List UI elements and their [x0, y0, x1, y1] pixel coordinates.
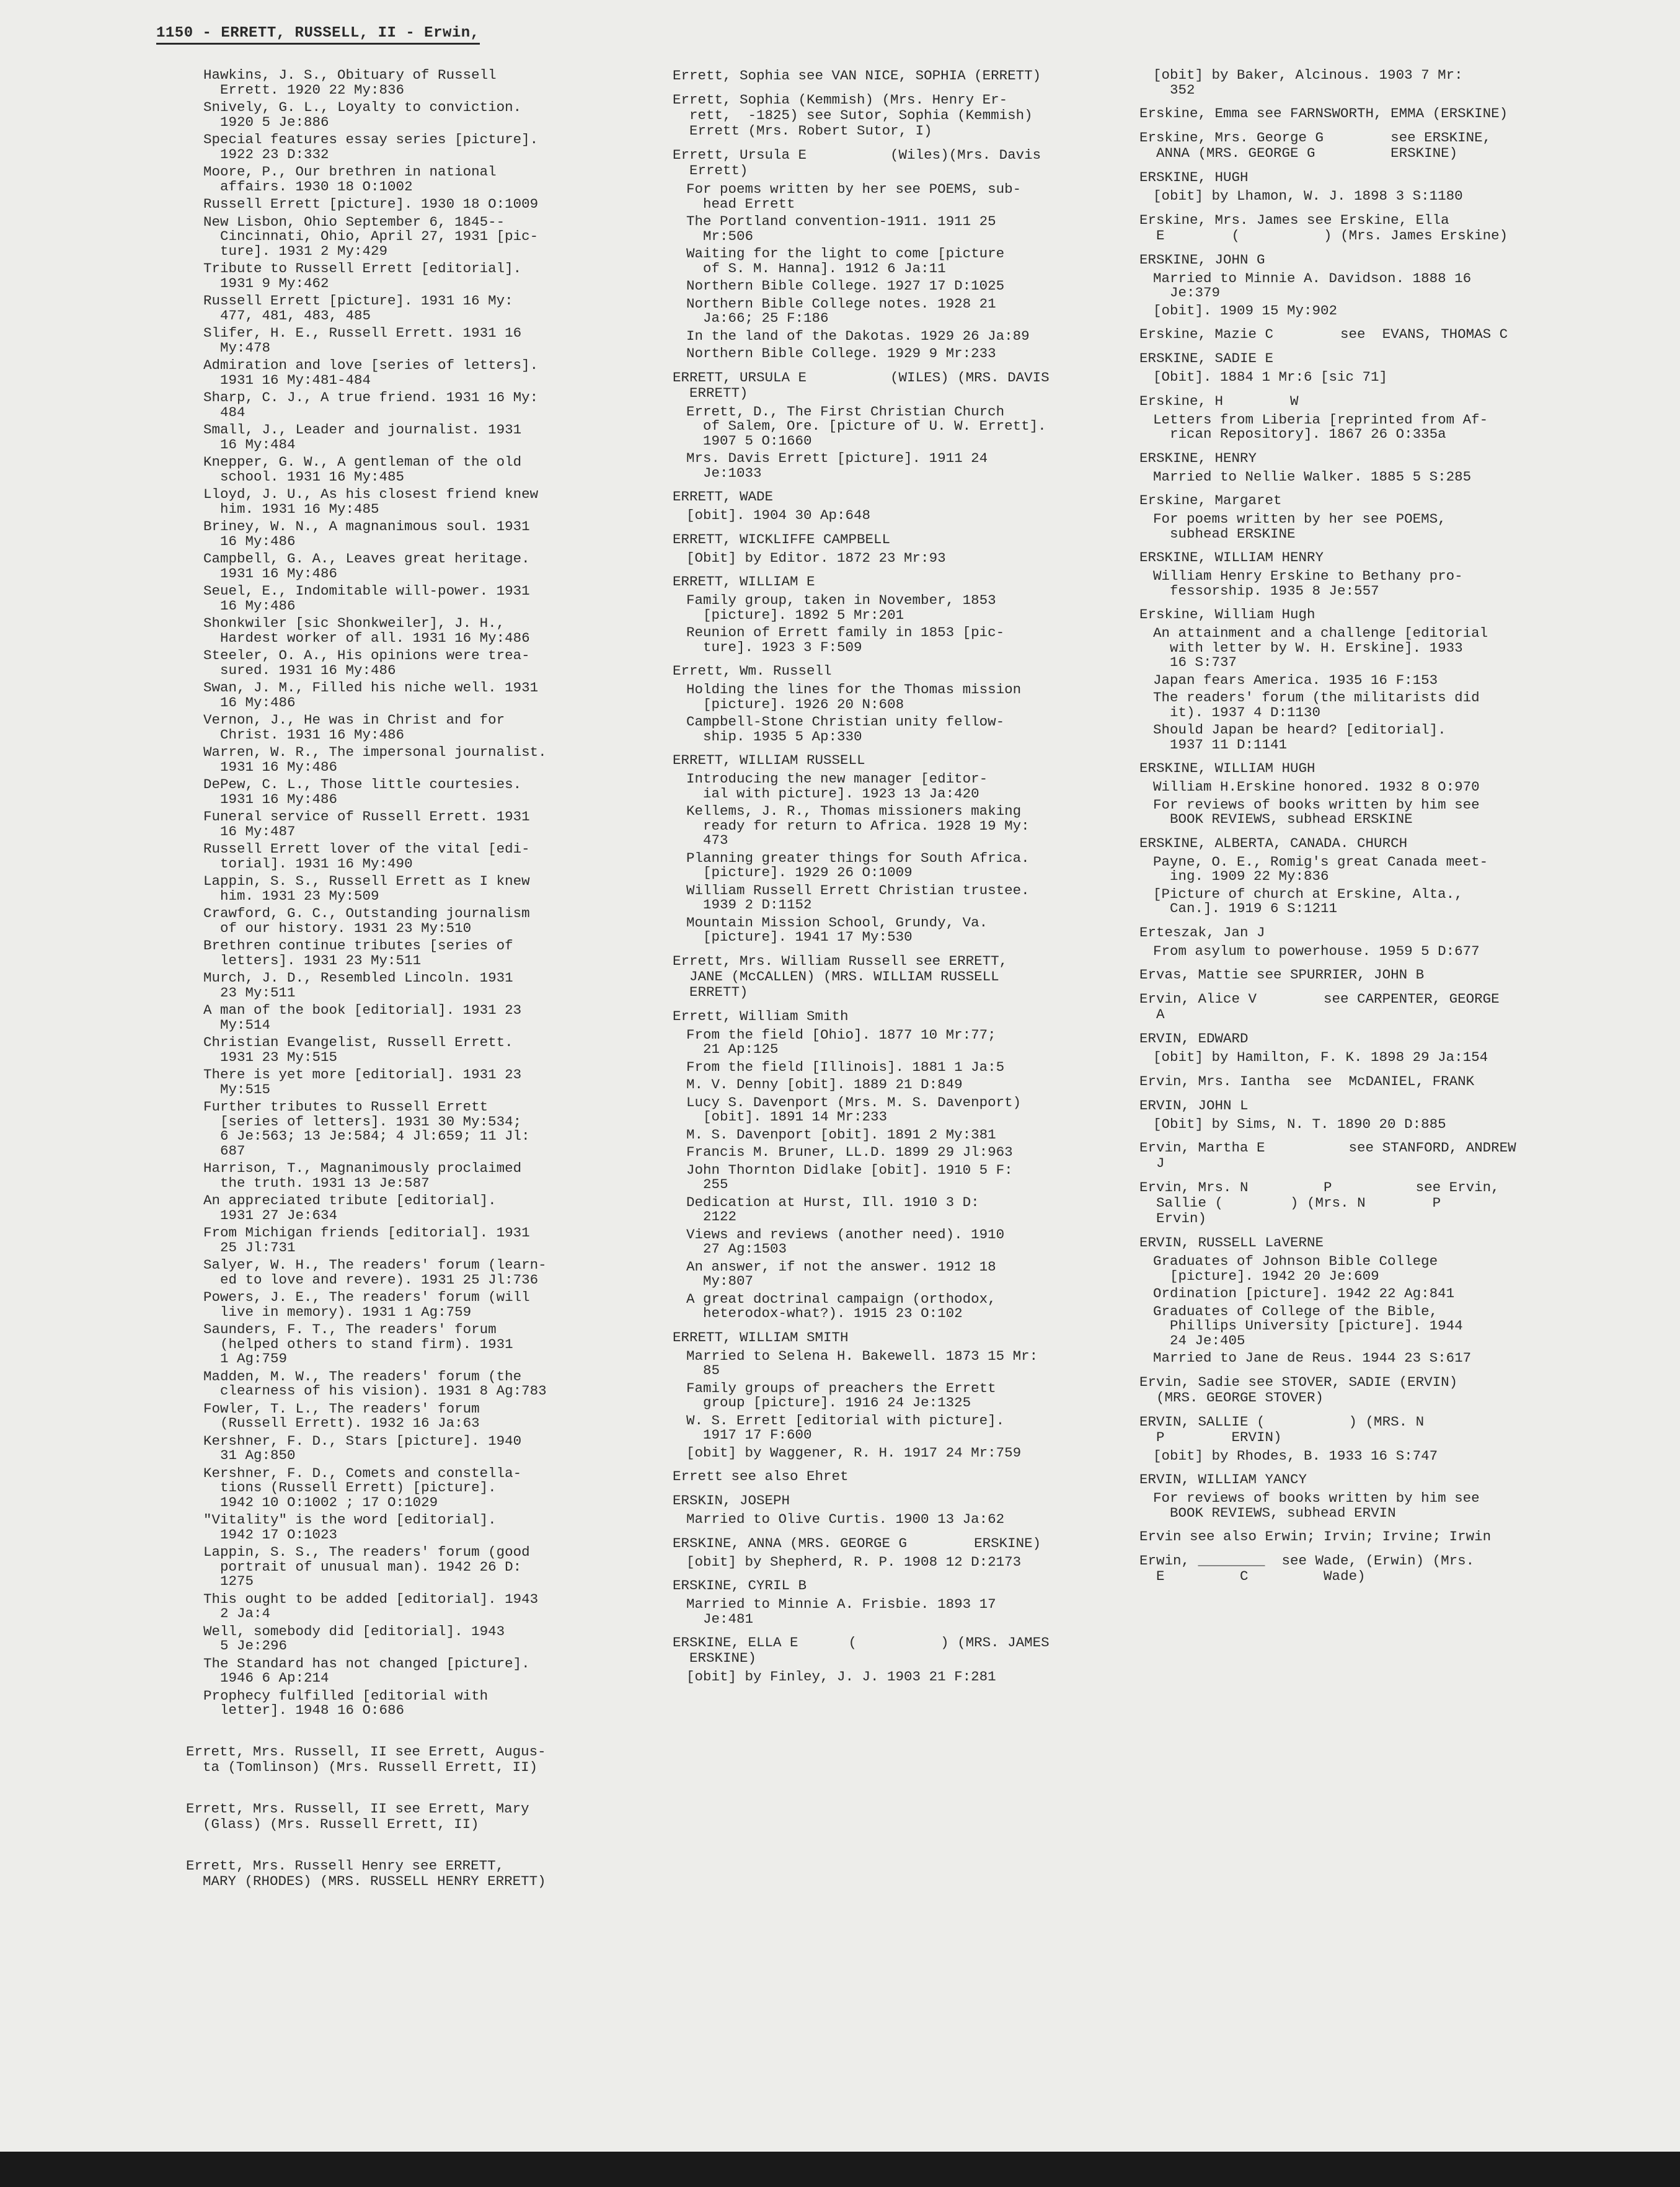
entry-heading: ERSKINE, SADIE E — [1139, 350, 1274, 366]
index-entry — [1139, 252, 1601, 319]
column-3 — [1139, 68, 1601, 1593]
citation-line: [obit] by Waggener, R. H. 1917 24 Mr:759 — [686, 1444, 1022, 1461]
index-entry — [673, 489, 1119, 523]
citation-line: For reviews of books written by him see BOOK REVIEWS, subhead ERVIN — [1153, 1490, 1480, 1521]
citation-line: John Thornton Didlake [obit]. 1910 5 F: 255 — [686, 1161, 1013, 1192]
entry-heading: ERRETT, WADE — [673, 489, 774, 505]
citation-line: Married to Selena H. Bakewell. 1873 15 Mr: 85 — [686, 1347, 1038, 1378]
index-entry — [1139, 550, 1601, 598]
entry-heading: ERRETT, WICKLIFFE CAMPBELL — [673, 531, 891, 548]
citation-line: An answer, if not the answer. 1912 18 My:807 — [686, 1258, 996, 1289]
citation-line: From the field [Illinois]. 1881 1 Ja:5 — [686, 1058, 1005, 1075]
citation-line: Lappin, S. S., Russell Errett as I knew him. 1931 23 My:509 — [203, 873, 530, 904]
entry-heading: ERVIN, WILLIAM YANCY — [1139, 1471, 1307, 1488]
citation-line: [Picture of church at Erskine, Alta., Can.]. 1919 6 S:1211 — [1153, 885, 1463, 916]
citation-line: W. S. Errett [editorial with picture]. 1917 17 F:600 — [686, 1412, 1005, 1443]
citation-line: Brethren continue tributes [series of letters]. 1931 23 My:511 — [203, 938, 513, 969]
citation-line: For poems written by her see POEMS, subhead ERSKINE — [1153, 511, 1446, 542]
entry-heading: Ervin, Alice V see CARPENTER, GEORGE A — [1139, 991, 1500, 1023]
citation-line: Hawkins, J. S., Obituary of Russell Errett. 1920 22 My:836 — [203, 67, 497, 98]
index-entry — [673, 68, 1119, 84]
index-entry — [673, 574, 1119, 655]
citation-line: The readers' forum (the militarists did it). 1937 4 D:1130 — [1153, 690, 1480, 721]
citation-line: Russell Errett [picture]. 1930 18 O:1009 — [203, 196, 539, 212]
index-entry — [1139, 1472, 1601, 1520]
index-entry — [1139, 1031, 1601, 1065]
citation-line: Graduates of College of the Bible, Phillips University [picture]. 1944 24 Je:405 — [1153, 1303, 1463, 1349]
entry-heading: Erteszak, Jan J — [1139, 924, 1265, 941]
entry-heading: ERRETT, URSULA E (WILES) (MRS. DAVIS ERRETT) — [673, 369, 1050, 401]
running-head: 1150 - ERRETT, RUSSELL, II - Erwin, — [156, 25, 480, 45]
citation-line: Moore, P., Our brethren in national affairs. 1930 18 O:1002 — [203, 164, 497, 195]
citation-line: Tribute to Russell Errett [editorial]. 1931 9 My:462 — [203, 260, 522, 291]
citation-line: [Obit] by Sims, N. T. 1890 20 D:885 — [1153, 1116, 1446, 1132]
entry-heading: Ervin, Mrs. Iantha see McDANIEL, FRANK — [1139, 1073, 1475, 1089]
citation-line: Admiration and love [series of letters]. 1931 16 My:481-484 — [203, 357, 539, 388]
entry-heading: Errett, Wm. Russell — [673, 663, 832, 679]
entry-heading: Errett, Mrs. Russell, II see Errett, Mary (Glass) (Mrs. Russell Errett, II) — [186, 1800, 529, 1832]
citation-line: William Henry Erskine to Bethany pro- fessorship. 1935 8 Je:557 — [1153, 568, 1463, 599]
index-entry — [673, 663, 1119, 744]
citation-line: Small, J., Leader and journalist. 1931 16 My:484 — [203, 422, 522, 453]
entry-heading: Erskine, Margaret — [1139, 492, 1282, 508]
citation-line: Reunion of Errett family in 1853 [pic- ture]. 1923 3 F:509 — [686, 624, 1005, 655]
citation-line: "Vitality" is the word [editorial]. 1942 17 O:1023 — [203, 1512, 497, 1543]
index-entry — [673, 1493, 1119, 1527]
citation-line: Christian Evangelist, Russell Errett. 1931 23 My:515 — [203, 1034, 513, 1065]
entry-heading: Errett, Ursula E (Wiles)(Mrs. Davis Errett) — [673, 147, 1041, 179]
index-entry — [673, 148, 1119, 362]
citation-line: A great doctrinal campaign (orthodox, heterodox-what?). 1915 23 O:102 — [686, 1290, 996, 1321]
citation-line: Snively, G. L., Loyalty to conviction. 1920 5 Je:886 — [203, 99, 522, 130]
citation-line: Salyer, W. H., The readers' forum (learn- ed to love and revere). 1931 25 Jl:736 — [203, 1257, 547, 1288]
index-entry — [1139, 106, 1601, 122]
entry-heading: Erskine, Mrs. George G see ERSKINE, ANNA (MRS. GEORGE G ERSKINE) — [1139, 130, 1492, 161]
column-1 — [186, 68, 639, 1893]
citation-line: In the land of the Dakotas. 1929 26 Ja:89 — [686, 327, 1030, 344]
citation-line: Northern Bible College notes. 1928 21 Ja:66; 25 F:186 — [686, 295, 996, 326]
citation-line: Madden, M. W., The readers' forum (the clearness of his vision). 1931 8 Ag:783 — [203, 1368, 547, 1399]
citation-line: DePew, C. L., Those little courtesies. 1931 16 My:486 — [203, 776, 522, 807]
entry-heading: ERSKINE, HENRY — [1139, 450, 1257, 466]
entry-heading: Erskine, William Hugh — [1139, 606, 1315, 623]
index-entry — [673, 954, 1119, 1000]
citation-line: Slifer, H. E., Russell Errett. 1931 16 My:478 — [203, 325, 522, 356]
citation-line: Should Japan be heard? [editorial]. 1937 11 D:1141 — [1153, 722, 1446, 753]
citation-line: Japan fears America. 1935 16 F:153 — [1153, 672, 1438, 688]
citation-line: Holding the lines for the Thomas mission [picture]. 1926 20 N:608 — [686, 681, 1022, 712]
index-entry — [1139, 607, 1601, 752]
citation-line: Kershner, F. D., Stars [picture]. 1940 31 Ag:850 — [203, 1432, 522, 1463]
index-entry — [1139, 351, 1601, 385]
entry-heading: Erskine, H W — [1139, 393, 1299, 409]
citation-line: [obit] by Finley, J. J. 1903 21 F:281 — [686, 1669, 996, 1685]
citation-line: Married to Minnie A. Davidson. 1888 16 Je:379 — [1153, 270, 1472, 301]
entry-heading: Errett, Mrs. Russell, II see Errett, Augus- ta (Tomlinson) (Mrs. Russell Errett, II) — [186, 1743, 546, 1775]
index-entry — [1139, 1098, 1601, 1132]
citation-line: Harrison, T., Magnanimously proclaimed the truth. 1931 13 Je:587 — [203, 1160, 522, 1191]
citation-line: [obit]. 1904 30 Ap:648 — [686, 507, 871, 523]
citation-line: An attainment and a challenge [editorial with letter by W. H. Erskine]. 1933 16 S:737 — [1153, 625, 1488, 670]
citation-line: Shonkwiler [sic Shonkweiler], J. H., Hardest worker of all. 1931 16 My:486 — [203, 615, 530, 646]
entry-heading: Errett, Mrs. Russell Henry see ERRETT, MARY (RHODES) (MRS. RUSSELL HENRY ERRETT) — [186, 1857, 546, 1889]
index-entry — [1139, 1414, 1601, 1464]
entry-heading: ERRETT, WILLIAM E — [673, 574, 815, 590]
entry-heading: Ervin see also Erwin; Irvin; Irvine; Irwin — [1139, 1528, 1492, 1545]
index-entry — [1139, 1375, 1601, 1406]
index-entry — [673, 753, 1119, 945]
index-entry — [1139, 1140, 1601, 1171]
citation-line: An appreciated tribute [editorial]. 1931 27 Je:634 — [203, 1192, 497, 1223]
entry-heading: Errett, Sophia (Kemmish) (Mrs. Henry Er- rett, -1825) see Sutor, Sophia (Kemmish) Errett (Mrs. Robert Sutor, I) — [673, 92, 1033, 139]
citation-line: Payne, O. E., Romig's great Canada meet- ing. 1909 22 My:836 — [1153, 853, 1488, 884]
citation-line: [obit]. 1909 15 My:902 — [1153, 302, 1338, 319]
entry-heading: Ervas, Mattie see SPURRIER, JOHN B — [1139, 967, 1425, 983]
citation-line: For poems written by her see POEMS, sub- head Errett — [686, 181, 1022, 212]
index-entry — [186, 68, 639, 1718]
entry-heading: ERRETT, WILLIAM SMITH — [673, 1329, 849, 1346]
index-entry — [1139, 1180, 1601, 1227]
citation-line: Kellems, J. R., Thomas missioners making ready for return to Africa. 1928 19 My: 473 — [686, 803, 1030, 848]
entry-heading: Errett see also Ehret — [673, 1468, 849, 1484]
entry-heading: Errett, Mrs. William Russell see ERRETT, JANE (McCALLEN) (MRS. WILLIAM RUSSELL ERRETT) — [673, 952, 1008, 1000]
entry-heading: ERVIN, EDWARD — [1139, 1031, 1249, 1047]
entry-heading: ERSKINE, HUGH — [1139, 169, 1249, 185]
citation-line: Waiting for the light to come [picture of S. M. Hanna]. 1912 6 Ja:11 — [686, 246, 1005, 277]
index-entry — [186, 1801, 639, 1832]
citation-line: [Obit] by Editor. 1872 23 Mr:93 — [686, 549, 946, 566]
citation-line: William H.Erskine honored. 1932 8 O:970 — [1153, 779, 1480, 795]
citation-line: Special features essay series [picture]. 1922 23 D:332 — [203, 131, 539, 162]
entry-heading: Ervin, Mrs. N P see Ervin, Sallie ( ) (Mrs. N P Ervin) — [1139, 1179, 1500, 1227]
index-entry — [673, 1330, 1119, 1461]
entry-heading: Errett, William Smith — [673, 1008, 849, 1024]
index-entry — [673, 1536, 1119, 1570]
citation-line: M. S. Davenport [obit]. 1891 2 My:381 — [686, 1126, 996, 1143]
citation-line: Planning greater things for South Africa. [picture]. 1929 26 O:1009 — [686, 850, 1030, 881]
citation-line: Letters from Liberia [reprinted from Af- rican Repository]. 1867 26 O:335a — [1153, 411, 1488, 442]
citation-line: [obit] by Lhamon, W. J. 1898 3 S:1180 — [1153, 188, 1463, 204]
citation-line: Married to Nellie Walker. 1885 5 S:285 — [1153, 468, 1472, 485]
index-entry — [673, 1009, 1119, 1321]
entry-heading: ERSKINE, ANNA (MRS. GEORGE G ERSKINE) — [673, 1535, 1041, 1551]
entry-heading: Erskine, Mazie C see EVANS, THOMAS C — [1139, 326, 1508, 342]
index-entry — [673, 1635, 1119, 1685]
entry-heading: ERSKINE, CYRIL B — [673, 1577, 807, 1594]
citation-line: Kershner, F. D., Comets and constella- tions (Russell Errett) [picture]. 1942 10 O:1002 ; 17 O:1029 — [203, 1465, 522, 1510]
citation-line: Lloyd, J. U., As his closest friend knew him. 1931 16 My:485 — [203, 486, 539, 517]
citation-line: [obit] by Baker, Alcinous. 1903 7 Mr: 352 — [1153, 67, 1463, 98]
citation-line: Family groups of preachers the Errett group [picture]. 1916 24 Je:1325 — [686, 1380, 996, 1411]
citation-line: Warren, W. R., The impersonal journalist. 1931 16 My:486 — [203, 744, 547, 775]
index-entry — [1139, 327, 1601, 342]
citation-line: Prophecy fulfilled [editorial with letter]. 1948 16 O:686 — [203, 1687, 489, 1718]
index-entry — [1139, 170, 1601, 204]
index-entry — [1139, 1235, 1601, 1366]
citation-line: M. V. Denny [obit]. 1889 21 D:849 — [686, 1076, 963, 1093]
citation-line: Well, somebody did [editorial]. 1943 5 Je:296 — [203, 1623, 505, 1654]
entry-heading: Erwin, ________ see Wade, (Erwin) (Mrs. E C Wade) — [1139, 1553, 1475, 1584]
citation-line: Further tributes to Russell Errett [series of letters]. 1931 30 My:534; 6 Je:563; 13 Je:584; 4 Jl:659; 11 Jl: 687 — [203, 1099, 530, 1159]
index-entry — [673, 1578, 1119, 1626]
citation-line: Northern Bible College. 1929 9 Mr:233 — [686, 345, 996, 362]
citation-line: Northern Bible College. 1927 17 D:1025 — [686, 278, 1005, 294]
citation-line: Funeral service of Russell Errett. 1931 16 My:487 — [203, 809, 530, 840]
citation-line: New Lisbon, Ohio September 6, 1845-- Cincinnati, Ohio, April 27, 1931 [pic- ture]. 1931 2 My:429 — [203, 213, 539, 259]
citation-line: Murch, J. D., Resembled Lincoln. 1931 23 My:511 — [203, 970, 513, 1001]
citation-line: From asylum to powerhouse. 1959 5 D:677 — [1153, 943, 1480, 959]
citation-line: [Obit]. 1884 1 Mr:6 [sic 71] — [1153, 369, 1388, 385]
index-entry — [1139, 68, 1601, 97]
entry-heading: ERVIN, SALLIE ( ) (MRS. N P ERVIN) — [1139, 1413, 1425, 1445]
citation-line: Knepper, G. W., A gentleman of the old school. 1931 16 My:485 — [203, 454, 522, 485]
citation-line: Errett, D., The First Christian Church of Salem, Ore. [picture of U. W. Errett]. 1907 5 O:1660 — [686, 403, 1046, 449]
scan-edge — [0, 2152, 1680, 2187]
index-entry — [1139, 1074, 1601, 1089]
index-entry — [673, 1469, 1119, 1484]
index-entry — [1139, 493, 1601, 541]
index-entry — [1139, 451, 1601, 485]
citation-line: Graduates of Johnson Bible College [picture]. 1942 20 Je:609 — [1153, 1253, 1438, 1284]
citation-line: William Russell Errett Christian trustee. 1939 2 D:1152 — [686, 882, 1030, 913]
citation-line: From Michigan friends [editorial]. 1931 25 Jl:731 — [203, 1225, 530, 1256]
citation-line: Saunders, F. T., The readers' forum (helped others to stand firm). 1931 1 Ag:759 — [203, 1321, 513, 1367]
index-entry — [186, 1744, 639, 1775]
citation-line: Seuel, E., Indomitable will-power. 1931 16 My:486 — [203, 583, 530, 614]
index-entry — [1139, 394, 1601, 442]
index-entry — [1139, 761, 1601, 827]
entry-heading: ERSKINE, WILLIAM HUGH — [1139, 760, 1315, 776]
index-entry — [1139, 1529, 1601, 1545]
citation-line: Campbell, G. A., Leaves great heritage. 1931 16 My:486 — [203, 551, 530, 582]
citation-line: Russell Errett [picture]. 1931 16 My: 477, 481, 483, 485 — [203, 293, 513, 324]
index-entry — [1139, 991, 1601, 1023]
column-2 — [673, 68, 1119, 1693]
entry-heading: Errett, Sophia see VAN NICE, SOPHIA (ERRETT) — [673, 68, 1041, 84]
citation-line: Introducing the new manager [editor- ial with picture]. 1923 13 Ja:420 — [686, 771, 988, 802]
entry-heading: ERSKINE, ALBERTA, CANADA. CHURCH — [1139, 835, 1408, 851]
entry-heading: ERSKINE, JOHN G — [1139, 251, 1265, 268]
entry-heading: ERRETT, WILLIAM RUSSELL — [673, 752, 865, 768]
index-entry — [673, 370, 1119, 481]
citation-line: Fowler, T. L., The readers' forum (Russell Errett). 1932 16 Ja:63 — [203, 1400, 480, 1431]
entry-heading: ERSKINE, WILLIAM HENRY — [1139, 549, 1324, 566]
index-entry — [1139, 836, 1601, 916]
citation-line: [obit] by Shepherd, R. P. 1908 12 D:2173 — [686, 1553, 1022, 1570]
citation-line: [obit] by Rhodes, B. 1933 16 S:747 — [1153, 1447, 1438, 1464]
citation-line: There is yet more [editorial]. 1931 23 My:515 — [203, 1067, 522, 1098]
citation-line: Briney, W. N., A magnanimous soul. 1931 16 My:486 — [203, 518, 530, 549]
citation-line: Views and reviews (another need). 1910 27 Ag:1503 — [686, 1226, 1005, 1257]
citation-line: Steeler, O. A., His opinions were trea- sured. 1931 16 My:486 — [203, 647, 530, 678]
index-entry — [1139, 1553, 1601, 1584]
citation-line: A man of the book [editorial]. 1931 23 My:514 — [203, 1002, 522, 1033]
citation-line: Lucy S. Davenport (Mrs. M. S. Davenport) [obit]. 1891 14 Mr:233 — [686, 1094, 1022, 1125]
entry-heading: ERSKINE, ELLA E ( ) (MRS. JAMES ERSKINE) — [673, 1635, 1050, 1666]
citation-line: [obit] by Hamilton, F. K. 1898 29 Ja:154 — [1153, 1049, 1488, 1065]
citation-line: Ordination [picture]. 1942 22 Ag:841 — [1153, 1285, 1455, 1302]
citation-line: Swan, J. M., Filled his niche well. 1931 16 My:486 — [203, 680, 539, 711]
index-entry — [186, 1858, 639, 1889]
citation-line: Powers, J. E., The readers' forum (will live in memory). 1931 1 Ag:759 — [203, 1289, 530, 1320]
entry-heading: Ervin, Sadie see STOVER, SADIE (ERVIN) (MRS. GEORGE STOVER) — [1139, 1373, 1458, 1406]
index-entry — [673, 532, 1119, 566]
citation-line: Russell Errett lover of the vital [edi- torial]. 1931 16 My:490 — [203, 841, 530, 872]
entry-heading: ERVIN, RUSSELL LaVERNE — [1139, 1235, 1324, 1251]
citation-line: From the field [Ohio]. 1877 10 Mr:77; 21 Ap:125 — [686, 1026, 996, 1057]
entry-heading: Erskine, Mrs. James see Erskine, Ella E ( ) (Mrs. James Erskine) — [1139, 211, 1508, 244]
citation-line: The Standard has not changed [picture]. 1946 6 Ap:214 — [203, 1655, 530, 1686]
citation-line: Married to Minnie A. Frisbie. 1893 17 Je:481 — [686, 1596, 996, 1627]
citation-line: Mrs. Davis Errett [picture]. 1911 24 Je:1033 — [686, 450, 988, 481]
index-entry — [1139, 967, 1601, 983]
citation-line: Francis M. Bruner, LL.D. 1899 29 Jl:963 — [686, 1144, 1013, 1160]
citation-line: Lappin, S. S., The readers' forum (good portrait of unusual man). 1942 26 D: 1275 — [203, 1544, 530, 1589]
citation-line: Dedication at Hurst, Ill. 1910 3 D: 2122 — [686, 1194, 979, 1225]
citation-line: Mountain Mission School, Grundy, Va. [picture]. 1941 17 My:530 — [686, 914, 988, 945]
entry-heading: ERVIN, JOHN L — [1139, 1097, 1249, 1114]
citation-line: Family group, taken in November, 1853 [picture]. 1892 5 Mr:201 — [686, 592, 996, 623]
citation-line: For reviews of books written by him see BOOK REVIEWS, subhead ERSKINE — [1153, 796, 1480, 827]
citation-line: Campbell-Stone Christian unity fellow- ship. 1935 5 Ap:330 — [686, 714, 1005, 745]
citation-line: The Portland convention-1911. 1911 25 Mr:506 — [686, 213, 996, 244]
index-entry — [673, 92, 1119, 139]
citation-line: Married to Olive Curtis. 1900 13 Ja:62 — [686, 1511, 1005, 1527]
index-entry — [1139, 925, 1601, 959]
entry-heading: Erskine, Emma see FARNSWORTH, EMMA (ERSKINE) — [1139, 105, 1508, 122]
entry-heading: Ervin, Martha E see STANFORD, ANDREW J — [1139, 1140, 1516, 1171]
citation-line: Married to Jane de Reus. 1944 23 S:617 — [1153, 1350, 1472, 1366]
citation-line: Sharp, C. J., A true friend. 1931 16 My: 484 — [203, 389, 539, 420]
citation-line: This ought to be added [editorial]. 1943 2 Ja:4 — [203, 1590, 539, 1621]
citation-line: Crawford, G. C., Outstanding journalism of our history. 1931 23 My:510 — [203, 905, 530, 936]
index-entry — [1139, 213, 1601, 244]
index-entry — [1139, 130, 1601, 161]
citation-line: Vernon, J., He was in Christ and for Christ. 1931 16 My:486 — [203, 712, 505, 743]
entry-heading: ERSKIN, JOSEPH — [673, 1493, 790, 1509]
